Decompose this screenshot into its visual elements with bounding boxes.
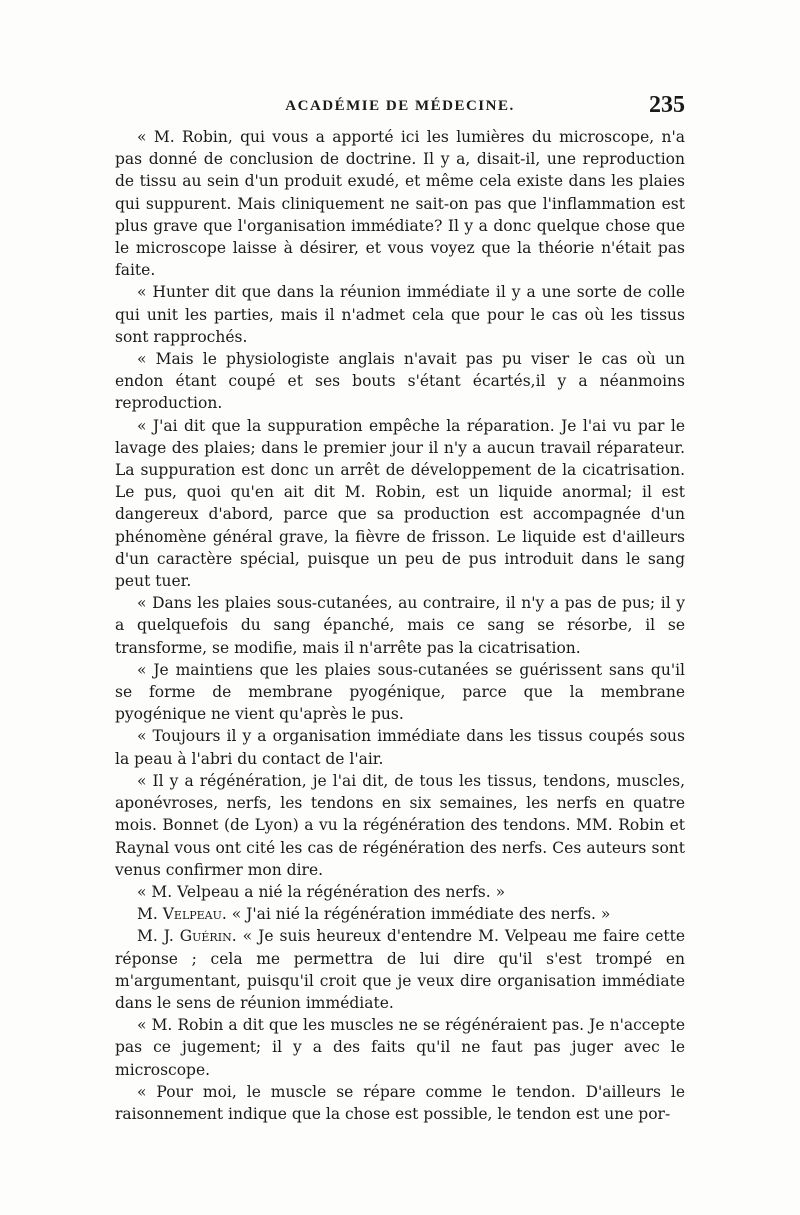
paragraph-suppuration: « J'ai dit que la suppuration empêche la réparation. Je l'ai vu par le lavage des plaies; dans le premier jour il n'y a aucun travail réparateur. La suppuration est donc un arrêt de développement de la cicatrisation. Le pus, quoi qu'en ait dit M. Robin, est un liquide anormal; il est dangereux d'abord, parce que sa production est accompagnée d'un phénomène général grave, la fièvre de frisson. Le liquide est d'ailleurs d'un caractère spécial, puisque un peu de pus introduit dans le sang peut tuer.	[115, 416, 685, 591]
paragraph-subcutaneous-wounds: « Dans les plaies sous-cutanées, au contraire, il n'y a pas de pus; il y a quelquefois du sang épanché, mais ce sang se résorbe, il se transforme, se modifie, mais il n'arrête pas la cicatrisation.	[115, 594, 685, 657]
paragraph-muscle-repair: « Pour moi, le muscle se répare comme le tendon. D'ailleurs le raisonnement indique que la chose est possible, le tendon est une por-	[115, 1082, 685, 1123]
paragraph-velpeau-denied: « M. Velpeau a nié la régénération des nerfs. »	[137, 882, 506, 901]
paragraph-immediate-organisation: « Toujours il y a organisation immédiate dans les tissus coupés sous la peau à l'abri du contact de l'air.	[115, 727, 685, 768]
paragraph-robin-muscles: « M. Robin a dit que les muscles ne se régénéraient pas. Je n'accepte pas ce jugement; il y a des faits qu'il ne faut pas juger avec le microscope.	[115, 1016, 685, 1079]
paragraph-hunter: « Hunter dit que dans la réunion immédiate il y a une sorte de colle qui unit les parties, mais il n'admet cela que pour le cas où les tissus sont rapprochés.	[115, 283, 685, 346]
dialogue-velpeau	[115, 903, 685, 925]
dialogue-guerin	[115, 925, 685, 1014]
running-head	[115, 92, 685, 122]
paragraph-regeneration: « Il y a régénération, je l'ai dit, de tous les tissus, tendons, muscles, aponévroses, nerfs, les tendons en six semaines, les nerfs en quatre mois. Bonnet (de Lyon) a vu la régénération des tendons. MM. Robin et Raynal vous ont cité les cas de régénération des nerfs. Ces auteurs sont venus confirmer mon dire.	[115, 771, 685, 879]
speech-text: « Je suis heureux d'entendre M. Velpeau me faire cette réponse ; cela me permettra de lui dire qu'il s'est trompé en m'argumentant, puisqu'il croit que je veux dire organisation immédiate dans le sens de réunion immédiate.	[115, 927, 685, 1012]
running-title: ACADÉMIE DE MÉDECINE.	[285, 98, 515, 114]
speech-text: « J'ai nié la régénération immédiate des nerfs. »	[226, 905, 611, 924]
paragraph-robin-microscope: « M. Robin, qui vous a apporté ici les lumières du microscope, n'a pas donné de conclusion de doctrine. Il y a, disait-il, une reproduction de tissu au sein d'un produit exudé, et même cela existe dans les plaies qui suppurent. Mais cliniquement ne sait-on pas que l'inflammation est plus grave que l'organisation immédiate? Il y a donc quelque chose que le microscope laisse à désirer, et vous voyez que la théorie n'était pas faite.	[115, 128, 685, 280]
body-text	[115, 126, 685, 1125]
paragraph-pyogenic-membrane: « Je maintiens que les plaies sous-cutanées se guérissent sans qu'il se forme de membrane pyogénique, parce que la membrane pyogénique ne vient qu'après le pus.	[115, 660, 685, 724]
speaker-name: M. J. Guérin.	[137, 927, 237, 946]
page-number: 235	[649, 92, 685, 118]
paragraph-physiologist: « Mais le physiologiste anglais n'avait pas pu viser le cas où un endon étant coupé et ses bouts s'étant écartés,il y a néanmoins reproduction.	[115, 350, 685, 413]
speaker-name: M. Velpeau.	[137, 905, 227, 924]
